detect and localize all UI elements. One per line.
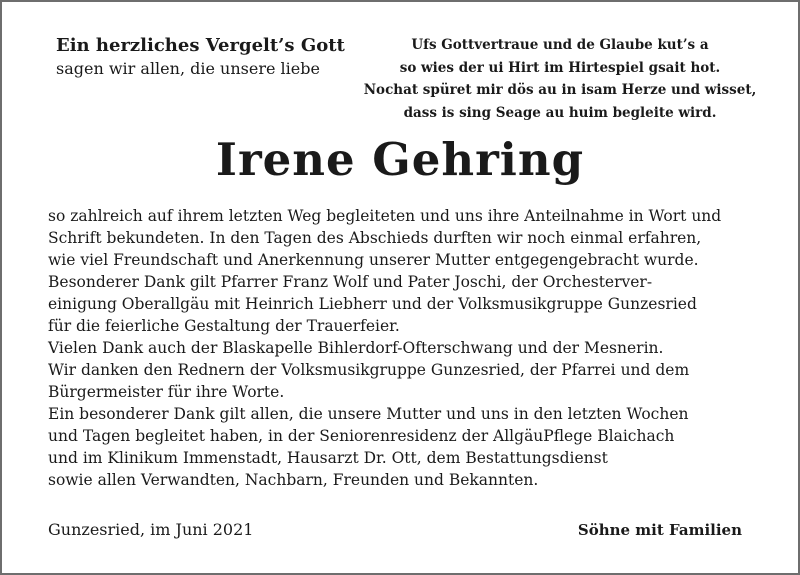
- body-line: wie viel Freundschaft und Anerkennung unserer Mutter entgegengebracht wurde.: [48, 251, 699, 269]
- thanks-subline: sagen wir allen, die unsere liebe: [56, 59, 320, 78]
- body-line: so zahlreich auf ihrem letzten Weg begleiteten und uns ihre Anteilnahme in Wort und: [48, 207, 722, 225]
- body-line: einigung Oberallgäu mit Heinrich Liebherr und der Volksmusikgruppe Gunzesried: [48, 295, 697, 313]
- body-line: sowie allen Verwandten, Nachbarn, Freunden und Bekannten.: [48, 471, 539, 489]
- body-line: Ein besonderer Dank gilt allen, die unsere Mutter und uns in den letzten Wochen: [48, 405, 689, 423]
- verse-line: Nochat spüret mir dös au in isam Herze und wisset,: [363, 82, 757, 98]
- body-line: für die feierliche Gestaltung der Trauerfeier.: [48, 317, 400, 335]
- body-line: Bürgermeister für ihre Worte.: [48, 383, 285, 401]
- dialect-verse: [350, 34, 770, 124]
- thanks-heading: Ein herzliches Vergelt’s Gott: [56, 35, 345, 56]
- body-line: Schrift bekundeten. In den Tagen des Abschieds durften wir noch einmal erfahren,: [48, 229, 702, 247]
- verse-line: so wies der ui Hirt im Hirtespiel gsait hot.: [399, 59, 721, 76]
- body-line: Wir danken den Rednern der Volksmusikgruppe Gunzesried, der Pfarrei und dem: [48, 361, 690, 379]
- verse-line: dass is sing Seage au huim begleite wird.: [403, 104, 717, 121]
- body-line: Vielen Dank auch der Blaskapelle Bihlerdorf-Ofterschwang und der Mesnerin.: [48, 339, 664, 357]
- deceased-name: Irene Gehring: [215, 133, 585, 186]
- thanks-block: [56, 34, 366, 80]
- place-and-date: Gunzesried, im Juni 2021: [48, 520, 254, 539]
- body-line: und Tagen begleitet haben, in der Seniorenresidenz der AllgäuPflege Blaichach: [48, 427, 675, 445]
- signature: Söhne mit Familien: [577, 521, 742, 539]
- body-line: und im Klinikum Immenstadt, Hausarzt Dr. Ott, dem Bestattungsdienst: [48, 449, 608, 467]
- verse-line: Ufs Gottvertraue und de Glaube kut’s a: [411, 37, 709, 53]
- body-line: Besonderer Dank gilt Pfarrer Franz Wolf und Pater Joschi, der Orchesterver-: [48, 273, 653, 291]
- thank-you-text: [48, 205, 768, 491]
